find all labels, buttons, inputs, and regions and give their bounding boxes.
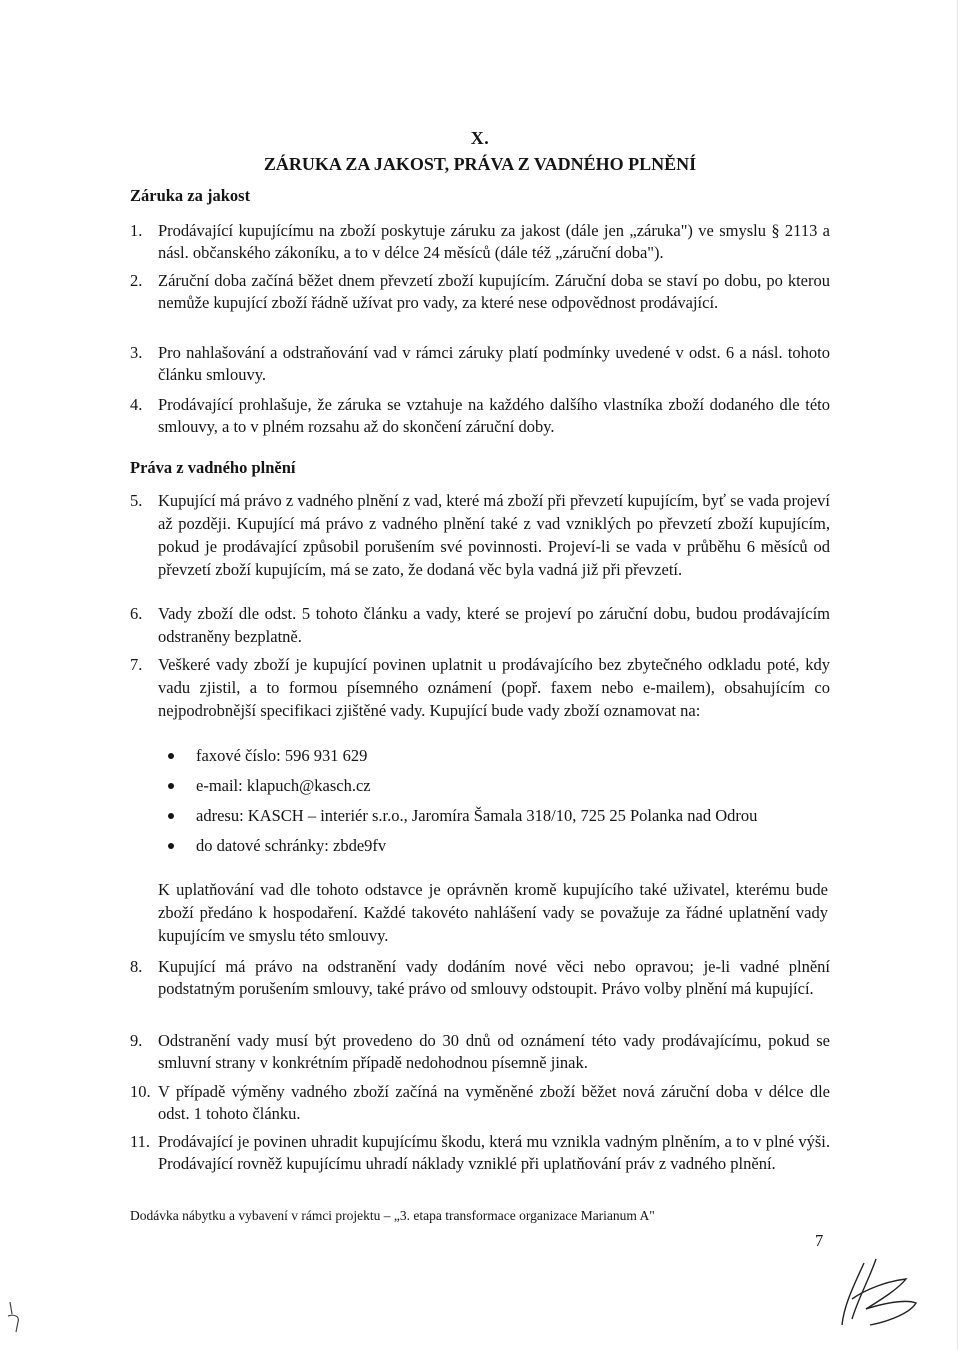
clause-number: 8. [130, 957, 143, 976]
clause-7-continuation: K uplatňování vad dle tohoto odstavce je oprávněn kromě kupujícího také uživatel, kterému bude zboží předáno k hospodaření. Každé takovéto nahlášení vady se považuje za řádné uplatnění vady kupujícím ve smyslu této smlouvy. [158, 880, 828, 945]
scan-edge-divider [957, 0, 958, 1350]
margin-mark-icon [4, 1298, 26, 1336]
clause-5 [130, 489, 830, 581]
clause-text: Prodávající kupujícímu na zboží poskytuje záruku za jakost (dále jen „záruka") ve smyslu § 2113 a násl. občanského zákoníku, a to v délce 24 měsíců (dále též „záruční doba"). [158, 221, 830, 262]
bullet-icon [168, 813, 174, 819]
clause-number: 5. [130, 491, 143, 510]
page-number: 7 [815, 1231, 824, 1250]
signature-icon [836, 1255, 920, 1331]
clause-number: 3. [130, 343, 143, 362]
clause-text: V případě výměny vadného zboží začíná na vyměněné zboží běžet nová záruční doba v délce dle odst. 1 tohoto článku. [158, 1082, 830, 1123]
contact-fax: faxové číslo: 596 931 629 [196, 746, 368, 765]
clause-number: 6. [130, 604, 143, 623]
clause-text: Kupující má právo na odstranění vady dodáním nové věci nebo opravou; je-li vadné plnění podstatným porušením smlouvy, také právo od smlouvy odstoupit. Právo volby plnění má kupující. [158, 957, 830, 998]
clause-9 [130, 1030, 830, 1074]
clause-text: Prodávající prohlašuje, že záruka se vztahuje na každého dalšího vlastníka zboží dodaného dle této smlouvy, a to v plném rozsahu až do skončení záruční doby. [158, 395, 830, 436]
clause-text: Prodávající je povinen uhradit kupujícímu škodu, která mu vznikla vadným plněním, a to v plné výši. Prodávající rovněž kupujícímu uhradí náklady vzniklé při uplatňování práv z vadného plnění. [158, 1132, 830, 1173]
clause-text: Záruční doba začíná běžet dnem převzetí zboží kupujícím. Záruční doba se staví po dobu, po kterou nemůže kupující zboží řádně užívat pro vady, za které nese odpovědnost prodávající. [158, 271, 830, 312]
clause-11 [130, 1131, 830, 1175]
contact-databox: do datové schránky: zbde9fv [196, 836, 387, 855]
clause-text: Pro nahlašování a odstraňování vad v rámci záruky platí podmínky uvedené v odst. 6 a násl. tohoto článku smlouvy. [158, 343, 830, 384]
clause-number: 10. [130, 1082, 151, 1101]
bullet-icon [168, 783, 174, 789]
contact-email: e-mail: klapuch@kasch.cz [196, 776, 371, 795]
chapter-number: X. [470, 128, 490, 148]
chapter-title: ZÁRUKA ZA JAKOST, PRÁVA Z VADNÉHO PLNĚNÍ [263, 154, 697, 174]
clause-3 [130, 342, 830, 385]
clause-7 [130, 653, 830, 722]
clause-1 [130, 220, 830, 263]
clause-number: 1. [130, 221, 143, 240]
list-item [168, 744, 830, 768]
clause-text: Kupující má právo z vadného plnění z vad, které má zboží při převzetí kupujícím, byť se vada projeví až později. Kupující má právo z vadného plnění také z vad vzniklých po převzetí zboží kupujícím, pokud je prodávající způsobil porušením své povinnosti. Projeví-li se vada v průběhu 6 měsíců od převzetí zboží kupujícím, má se zato, že dodaná věc byla vadná již při převzetí. [158, 491, 830, 579]
clause-number: 9. [130, 1031, 143, 1050]
clause-number: 4. [130, 395, 143, 414]
page-footer: Dodávka nábytku a vybavení v rámci projektu – „3. etapa transformace organizace Marianum A" [130, 1208, 655, 1223]
clause-4 [130, 394, 830, 437]
section-heading-warranty: Záruka za jakost [130, 186, 251, 205]
clause-10 [130, 1081, 830, 1125]
section-heading-defects: Práva z vadného plnění [130, 458, 296, 477]
clause-number: 7. [130, 655, 143, 674]
bullet-icon [168, 753, 174, 759]
bullet-icon [168, 843, 174, 849]
list-item [168, 834, 830, 858]
clause-text: Veškeré vady zboží je kupující povinen uplatnit u prodávajícího bez zbytečného odkladu poté, kdy vadu zjistil, a to formou písemného oznámení (popř. faxem nebo e-mailem), obsahujícím co nejpodrobnější specifikaci zjištěné vady. Kupující bude vady zboží oznamovat na: [158, 655, 830, 720]
list-item [168, 804, 830, 828]
clause-text: Vady zboží dle odst. 5 tohoto článku a vady, které se projeví po záruční dobu, budou prodávajícím odstraněny bezplatně. [158, 604, 830, 646]
contact-list [168, 744, 830, 864]
clause-number: 11. [130, 1132, 151, 1151]
clause-6 [130, 602, 830, 648]
clause-8 [130, 956, 830, 1000]
clause-number: 2. [130, 271, 143, 290]
list-item [168, 774, 830, 798]
clause-2 [130, 270, 830, 313]
clause-text: Odstranění vady musí být provedeno do 30 dnů od oznámení této vady prodávajícímu, pokud se smluvní strany v konkrétním případě nedohodnou písemně jinak. [158, 1031, 830, 1072]
contact-address: adresu: KASCH – interiér s.r.o., Jaromíra Šamala 318/10, 725 25 Polanka nad Odrou [196, 806, 758, 825]
